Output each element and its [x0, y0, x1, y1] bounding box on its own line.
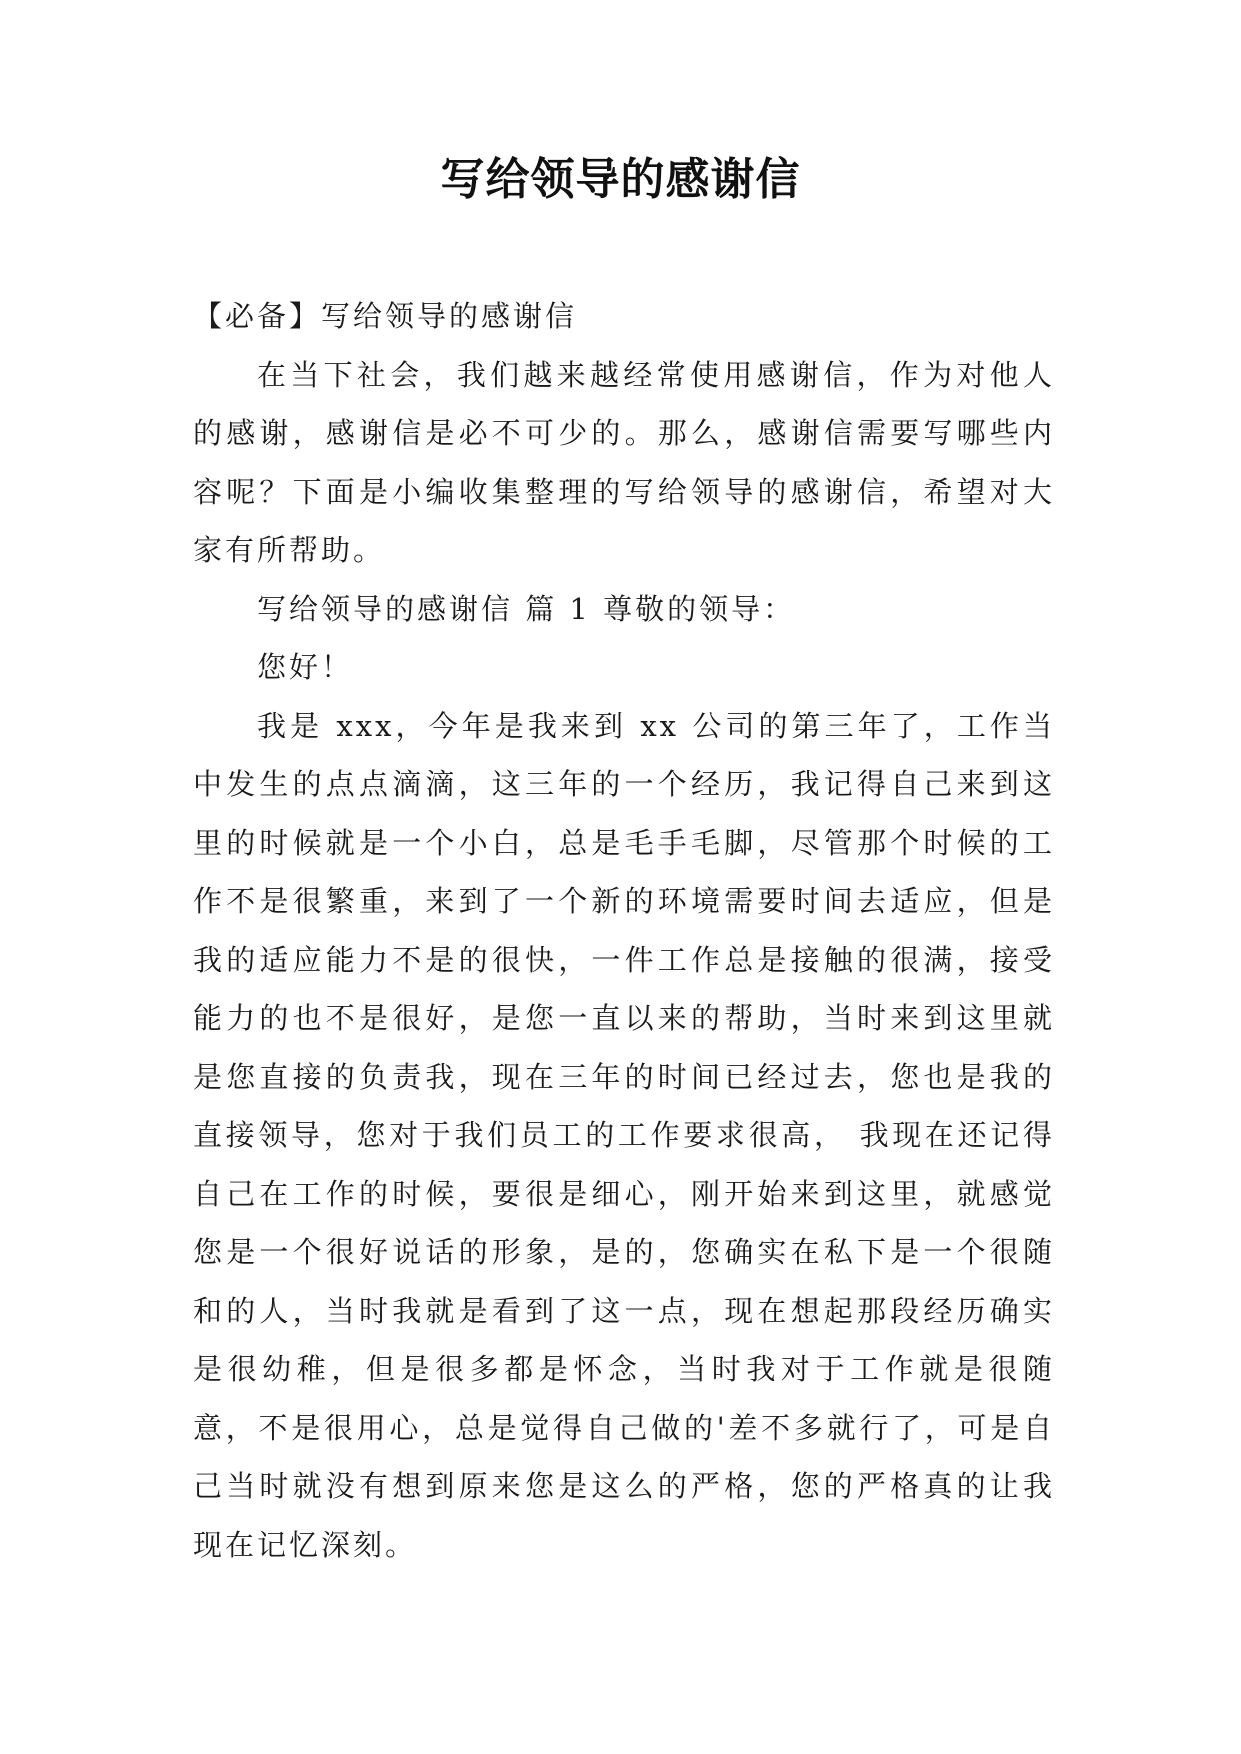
- greeting-paragraph: 您好！: [257, 650, 354, 684]
- letter-body-paragraph: 我是 xxx，今年是我来到 xx 公司的第三年了，工作当中发生的点点滴滴，这三年的一个经历，我记得自己来到这里的时候就是一个小白，总是毛手毛脚，尽管那个时候的工作不是很繁重，来到了一个新的环境需要时间去适应，但是我的适应能力不是的很快，一件工作总是接触的很满，接受能力的也不是很好，是您一直以来的帮助，当时来到这里就是您直接的负责我，现在三年的时间已经过去，您也是我的直接领导，您对于我们员工的工作要求很高， 我现在还记得自己在工作的时候，要很是细心，刚开始来到这里，就感觉您是一个很好说话的形象，是的，您确实在私下是一个很随和的人，当时我就是看到了这一点，现在想起那段经历确实是很幼稚，但是很多都是怀念，当时我对于工作就是很随意，不是很用心，总是觉得自己做的'差不多就行了，可是自己当时就没有想到原来您是这么的严格，您的严格真的让我现在记忆深刻。: [193, 708, 1055, 1562]
- subtitle-paragraph: 【必备】写给领导的感谢信: [193, 299, 578, 333]
- document-title: 写给领导的感谢信: [440, 154, 801, 205]
- letter-heading-paragraph: 写给领导的感谢信 篇 1 尊敬的领导：: [257, 591, 796, 626]
- document-body: [193, 287, 1055, 1574]
- intro-paragraph: 在当下社会，我们越来越经常使用感谢信，作为对他人的感谢，感谢信是必不可少的。那么，感谢信需要写哪些内容呢？下面是小编收集整理的写给领导的感谢信，希望对大家有所帮助。: [193, 357, 1055, 567]
